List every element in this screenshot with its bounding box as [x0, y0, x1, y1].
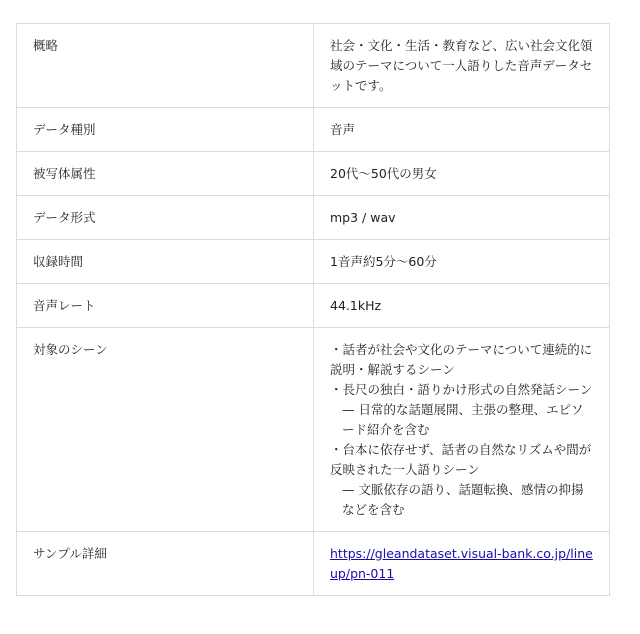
scene-item: ・話者が社会や文化のテーマについて連続的に説明・解説するシーン	[330, 342, 593, 377]
table-row	[17, 532, 610, 596]
row-label-overview: 概略	[17, 24, 314, 108]
scene-item: ・台本に依存せず、話者の自然なリズムや間が反映された一人語りシーン	[330, 442, 592, 477]
row-label-recording-time: 収録時間	[17, 240, 314, 284]
scene-item: ・長尺の独白・語りかけ形式の自然発話シーン	[330, 382, 593, 397]
row-label-target-scenes: 対象のシーン	[17, 328, 314, 532]
scene-subitem: — 日常的な話題展開、主張の整理、エピソード紹介を含む	[342, 402, 584, 437]
table-row	[17, 108, 610, 152]
table-row	[17, 240, 610, 284]
recording-time-text: 1音声約5分〜60分	[330, 254, 437, 269]
row-value-data-type	[314, 108, 610, 152]
row-label-sample-details: サンプル詳細	[17, 532, 314, 596]
row-label-data-type: データ種別	[17, 108, 314, 152]
subject-attributes-text: 20代〜50代の男女	[330, 166, 437, 181]
row-value-target-scenes	[314, 328, 610, 532]
row-value-recording-time	[314, 240, 610, 284]
table-row	[17, 328, 610, 532]
row-value-audio-rate	[314, 284, 610, 328]
row-value-overview	[314, 24, 610, 108]
scene-subitem: — 文脈依存の語り、話題転換、感情の抑揚などを含む	[342, 482, 584, 517]
overview-text: 社会・文化・生活・教育など、広い社会文化領域のテーマについて一人語りした音声データセットです。	[330, 38, 593, 93]
row-label-audio-rate: 音声レート	[17, 284, 314, 328]
table-row	[17, 24, 610, 108]
dataset-spec-table	[16, 23, 610, 596]
table-row	[17, 152, 610, 196]
sample-details-link[interactable]: https://gleandataset.visual-bank.co.jp/lineup/pn-011	[330, 546, 593, 581]
row-value-sample-details	[314, 532, 610, 596]
row-value-data-format	[314, 196, 610, 240]
table-row	[17, 196, 610, 240]
row-label-subject-attributes: 被写体属性	[17, 152, 314, 196]
data-type-text: 音声	[330, 122, 356, 137]
table-row	[17, 284, 610, 328]
row-label-data-format: データ形式	[17, 196, 314, 240]
audio-rate-text: 44.1kHz	[330, 298, 382, 313]
row-value-subject-attributes	[314, 152, 610, 196]
data-format-text: mp3 / wav	[330, 210, 396, 225]
